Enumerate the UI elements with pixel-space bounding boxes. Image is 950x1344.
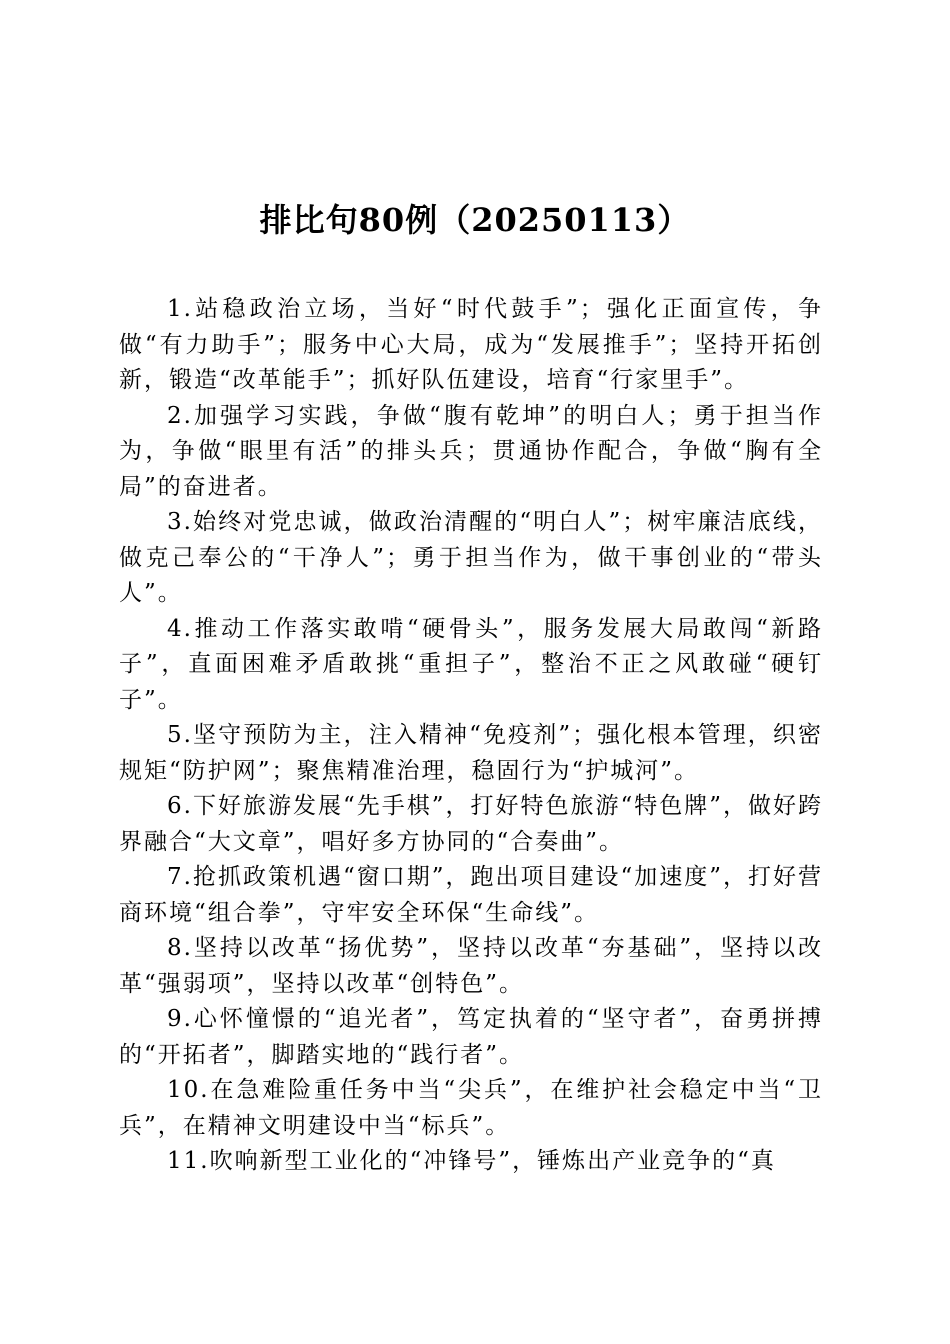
paragraph-4: 4.推动工作落实敢啃“硬骨头”，服务发展大局敢闯“新路子”，直面困难矛盾敢挑“重担子”，整治不正之风敢碰“硬钉子”。 bbox=[119, 615, 823, 713]
paragraph-8: 8.坚持以改革“扬优势”，坚持以改革“夯基础”，坚持以改革“强弱项”，坚持以改革“创特色”。 bbox=[119, 935, 823, 997]
paragraph-1: 1.站稳政治立场，当好“时代鼓手”；强化正面宣传，争做“有力助手”；服务中心大局，成为“发展推手”；坚持开拓创新，锻造“改革能手”；抓好队伍建设，培育“行家里手”。 bbox=[119, 296, 823, 393]
paragraph-3: 3.始终对党忠诚，做政治清醒的“明白人”；树牢廉洁底线，做克己奉公的“干净人”；勇于担当作为，做干事创业的“带头人”。 bbox=[119, 509, 823, 606]
paragraph-11: 11.吹响新型工业化的“冲锋号”，锤炼出产业竞争的“真 bbox=[167, 1148, 776, 1174]
paragraph-5: 5.坚守预防为主，注入精神“免疫剂”；强化根本管理，织密规矩“防护网”；聚焦精准治理，稳固行为“护城河”。 bbox=[119, 722, 823, 784]
paragraph-7: 7.抢抓政策机遇“窗口期”，跑出项目建设“加速度”，打好营商环境“组合拳”，守牢安全环保“生命线”。 bbox=[119, 864, 823, 926]
document-body bbox=[119, 292, 823, 1302]
paragraph-2: 2.加强学习实践，争做“腹有乾坤”的明白人；勇于担当作为，争做“眼里有活”的排头兵；贯通协作配合，争做“胸有全局”的奋进者。 bbox=[119, 402, 823, 500]
paragraph-6: 6.下好旅游发展“先手棋”，打好特色旅游“特色牌”，做好跨界融合“大文章”，唱好多方协同的“合奏曲”。 bbox=[119, 793, 823, 855]
paragraph-10: 10.在急难险重任务中当“尖兵”，在维护社会稳定中当“卫兵”，在精神文明建设中当“标兵”。 bbox=[119, 1077, 823, 1139]
paragraph-9: 9.心怀憧憬的“追光者”，笃定执着的“坚守者”，奋勇拼搏的“开拓者”，脚踏实地的“践行者”。 bbox=[119, 1006, 823, 1068]
document-title: 排比句80例（20250113） bbox=[259, 201, 691, 239]
